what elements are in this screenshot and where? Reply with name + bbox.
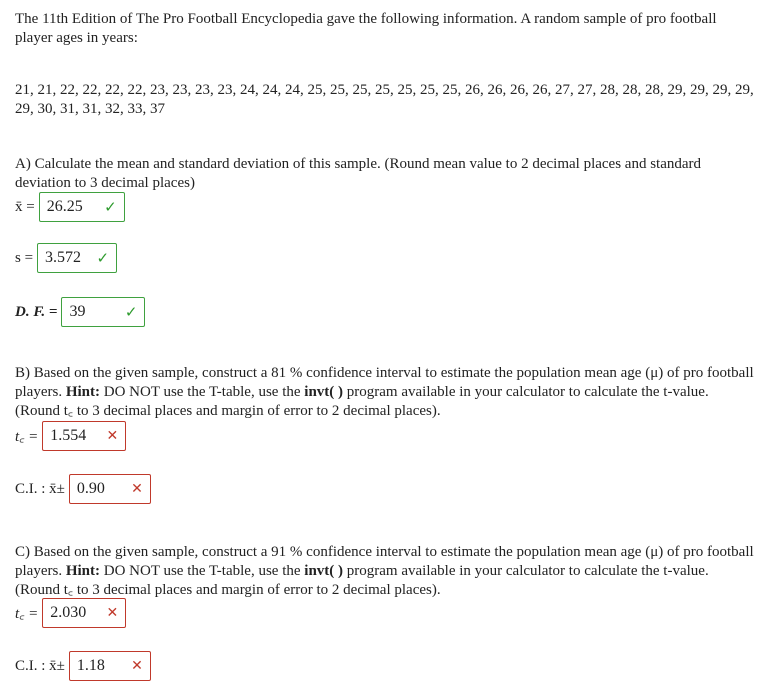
- part-c-hint: Hint:: [65, 563, 100, 579]
- df-label: D. F. =: [15, 303, 58, 320]
- sd-row: [15, 242, 117, 274]
- cross-icon: ✕: [106, 605, 119, 621]
- intro-text: The 11th Edition of The Pro Football Encyclopedia gave the following information. A random sample of pro football player ages in years:: [15, 11, 717, 46]
- cross-icon: ✕: [106, 428, 119, 444]
- checkmark-icon: ✓: [124, 303, 138, 321]
- c-ci-value: 1.18: [76, 657, 105, 674]
- mean-input[interactable]: [39, 192, 125, 222]
- mean-label: x̄ =: [15, 198, 35, 215]
- b-tc-label: t꜀ =: [15, 429, 39, 445]
- part-b-question: [15, 364, 755, 421]
- b-tc-value: 1.554: [50, 427, 87, 444]
- b-ci-label: C.I. : x̄±: [15, 480, 65, 497]
- part-c-q-mid: DO NOT use the T-table, use the: [100, 563, 305, 579]
- c-ci-input[interactable]: [69, 651, 151, 681]
- df-value: 39: [69, 303, 86, 320]
- c-tc-value: 2.030: [50, 604, 87, 621]
- c-ci-label: C.I. : x̄±: [15, 657, 65, 674]
- b-ci-row: [15, 473, 151, 505]
- b-ci-value: 0.90: [76, 480, 105, 497]
- part-c-q-start: C) Based on the given sample, construct a 91 % confidence interval to estimate the population mean age (μ) of pro football players.: [15, 544, 754, 579]
- sd-label: s =: [15, 249, 34, 266]
- b-ci-input[interactable]: [69, 474, 151, 504]
- part-a-question: A) Calculate the mean and standard deviation of this sample. (Round mean value to 2 decimal places and standard deviation to 3 decimal places): [15, 156, 702, 191]
- c-ci-row: [15, 650, 151, 682]
- part-b-invt: invt( ): [304, 384, 344, 400]
- mean-value: 26.25: [46, 198, 83, 215]
- part-c-q-end: program available in your calculator to calculate the t-value. (Round t꜀ to 3 decimal places and margin of error to 2 decimal places).: [15, 563, 709, 598]
- b-tc-input[interactable]: [42, 421, 126, 451]
- sd-input[interactable]: [37, 243, 117, 273]
- checkmark-icon: ✓: [104, 198, 117, 216]
- cross-icon: ✕: [131, 481, 143, 497]
- sd-value: 3.572: [45, 249, 82, 266]
- c-tc-input[interactable]: [42, 598, 126, 628]
- b-tc-row: [15, 420, 126, 452]
- part-c-question: [15, 543, 755, 600]
- cross-icon: ✕: [131, 658, 143, 674]
- mean-row: [15, 191, 125, 223]
- part-b-q-end: program available in your calculator to calculate the t-value. (Round t꜀ to 3 decimal places and margin of error to 2 decimal places).: [15, 384, 709, 419]
- checkmark-icon: ✓: [96, 249, 110, 267]
- part-b-q-mid: DO NOT use the T-table, use the: [100, 384, 305, 400]
- part-c-invt: invt( ): [304, 563, 344, 579]
- data-values: 21, 21, 22, 22, 22, 22, 23, 23, 23, 23, 24, 24, 24, 25, 25, 25, 25, 25, 25, 25, 26, 26, 26, 26, 27, 27, 28, 28, 28, 29, 29, 29, 29, 29, 30, 31, 31, 32, 33, 37: [15, 82, 754, 117]
- c-tc-row: [15, 597, 126, 629]
- df-row: [15, 296, 145, 328]
- df-input[interactable]: [61, 297, 145, 327]
- part-b-q-start: B) Based on the given sample, construct a 81 % confidence interval to estimate the population mean age (μ) of pro football players.: [15, 365, 754, 400]
- c-tc-label: t꜀ =: [15, 606, 39, 622]
- part-b-hint: Hint:: [65, 384, 100, 400]
